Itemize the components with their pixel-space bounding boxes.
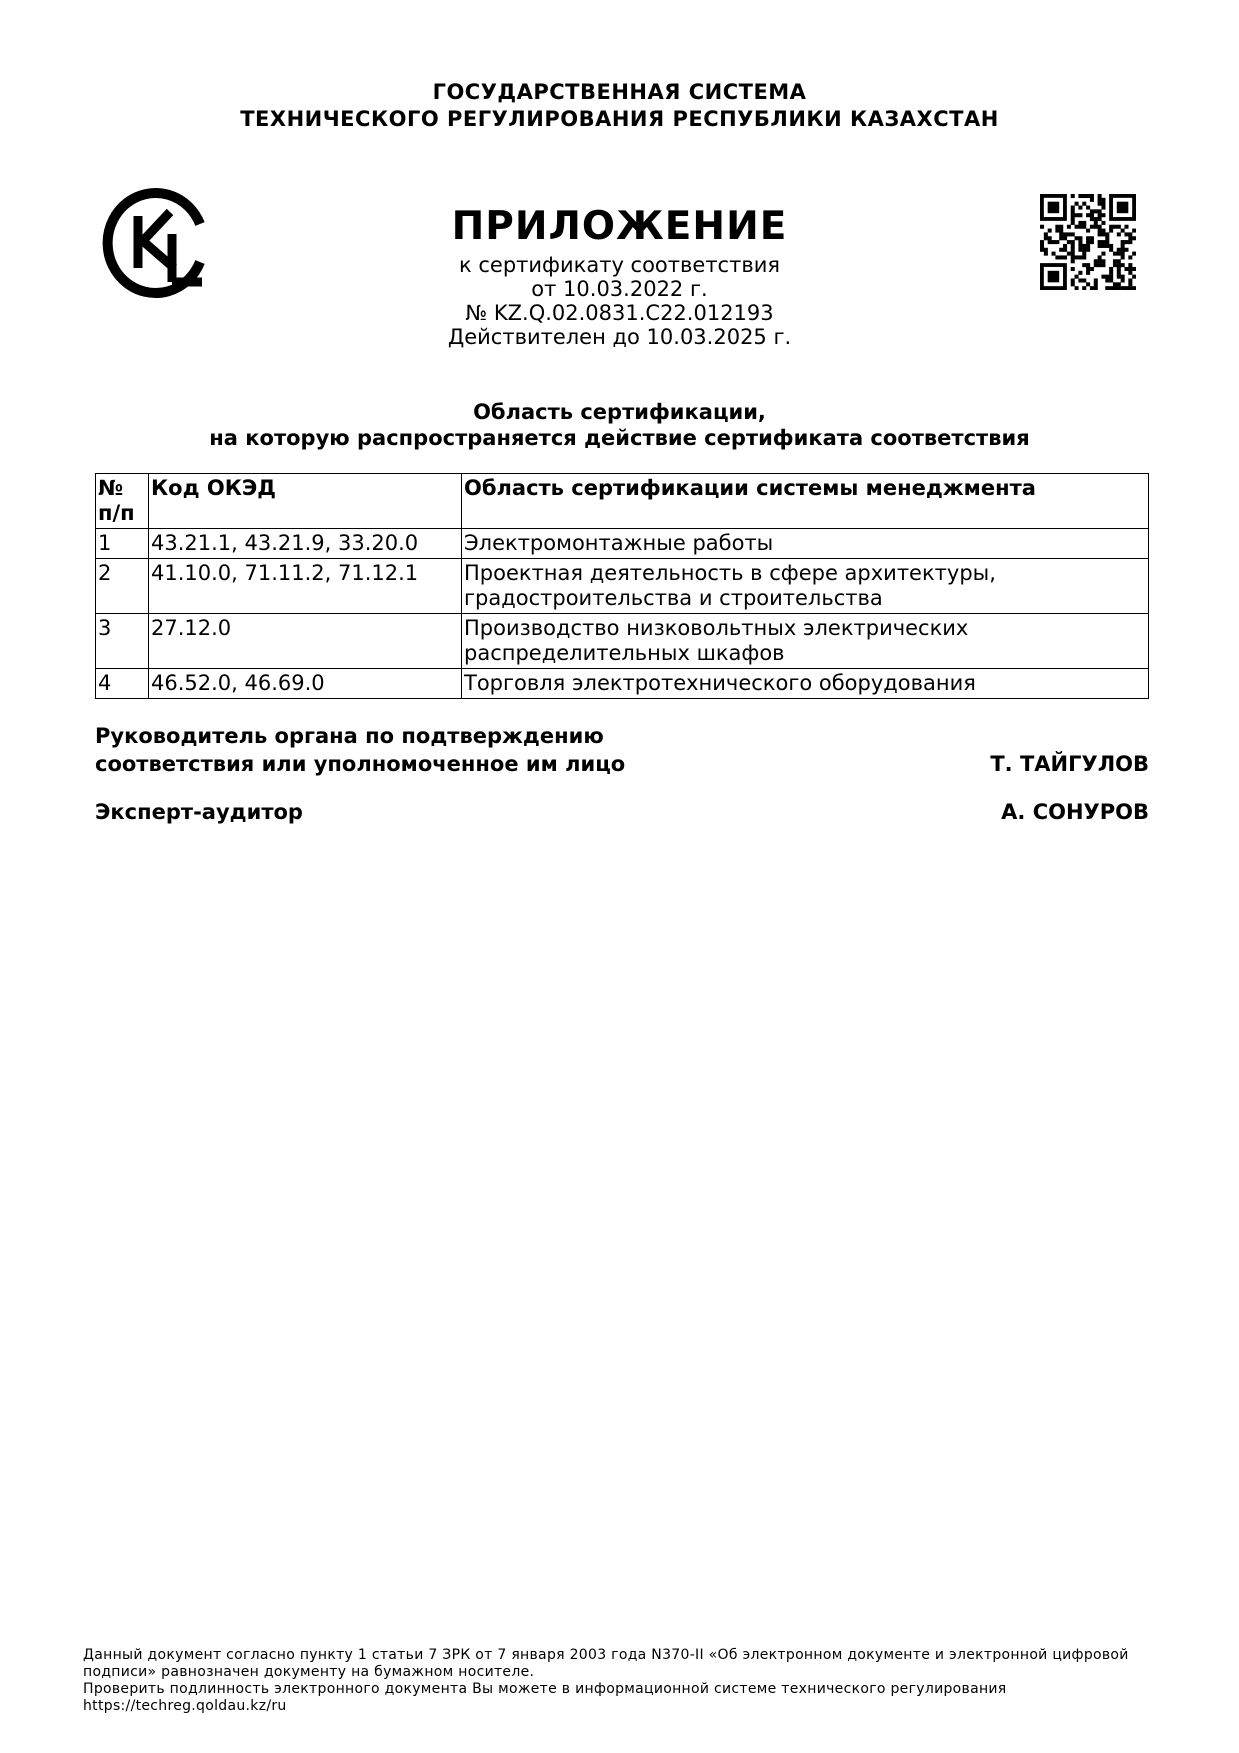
column-header-scope: Область сертификации системы менеджмента xyxy=(462,474,1149,529)
scope-title-line-1: Область сертификации, xyxy=(473,400,766,424)
certificate-date: от 10.03.2022 г. xyxy=(531,277,708,301)
row-scope: Электромонтажные работы xyxy=(462,529,1149,559)
row-number: 1 xyxy=(96,529,149,559)
head-signatory-role xyxy=(95,722,625,778)
document-title: ПРИЛОЖЕНИЕ xyxy=(451,204,788,249)
table-row xyxy=(96,529,1149,559)
footer-link[interactable]: https://techreg.qoldau.kz/ru xyxy=(83,1698,287,1714)
scope-title-line-2: на которую распространяется действие сертификата соответствия xyxy=(209,426,1030,450)
row-oked-code: 43.21.1, 43.21.9, 33.20.0 xyxy=(149,529,462,559)
certificate-number: № KZ.Q.02.0831.C22.012193 xyxy=(465,301,774,325)
table-row xyxy=(96,669,1149,699)
row-number: 2 xyxy=(96,559,149,614)
certificate-subtitle: к сертификату соответствия xyxy=(459,253,780,277)
head-signatory-role-line-1: Руководитель органа по подтверждению xyxy=(95,724,604,748)
column-header-number: № п/п xyxy=(96,474,149,529)
expert-auditor-role: Эксперт-аудитор xyxy=(95,800,303,824)
table-row xyxy=(96,559,1149,614)
certification-scope-table xyxy=(95,473,1149,699)
footer-line-3: Проверить подлинность электронного документа Вы можете в информационной системе технического регулирования xyxy=(83,1681,1007,1697)
header-line-2: ТЕХНИЧЕСКОГО РЕГУЛИРОВАНИЯ РЕСПУБЛИКИ КАЗАХСТАН xyxy=(240,107,999,131)
row-scope: Торговля электротехнического оборудования xyxy=(462,669,1149,699)
footer-line-2: подписи» равнозначен документу на бумажном носителе. xyxy=(83,1664,535,1680)
row-oked-code: 27.12.0 xyxy=(149,614,462,669)
row-oked-code: 46.52.0, 46.69.0 xyxy=(149,669,462,699)
header-line-1: ГОСУДАРСТВЕННАЯ СИСТЕМА xyxy=(432,80,807,104)
footer-legal-notice xyxy=(83,1647,1163,1715)
row-number: 4 xyxy=(96,669,149,699)
expert-auditor-name: А. СОНУРОВ xyxy=(1001,800,1149,824)
table-row xyxy=(96,614,1149,669)
footer-line-1: Данный документ согласно пункту 1 статьи 7 ЗРК от 7 января 2003 года N370-II «Об электронном документе и электронной цифровой xyxy=(83,1647,1129,1663)
table-header-row xyxy=(96,474,1149,529)
head-signatory-name: Т. ТАЙГУЛОВ xyxy=(990,752,1149,776)
row-scope: Проектная деятельность в сфере архитектуры, градостроительства и строительства xyxy=(462,559,1149,614)
row-oked-code: 41.10.0, 71.11.2, 71.12.1 xyxy=(149,559,462,614)
row-scope: Производство низковольтных электрических распределительных шкафов xyxy=(462,614,1149,669)
row-number: 3 xyxy=(96,614,149,669)
column-header-oked-code: Код ОКЭД xyxy=(149,474,462,529)
head-signatory-role-line-2: соответствия или уполномоченное им лицо xyxy=(95,752,626,776)
certificate-valid-until: Действителен до 10.03.2025 г. xyxy=(447,325,792,349)
